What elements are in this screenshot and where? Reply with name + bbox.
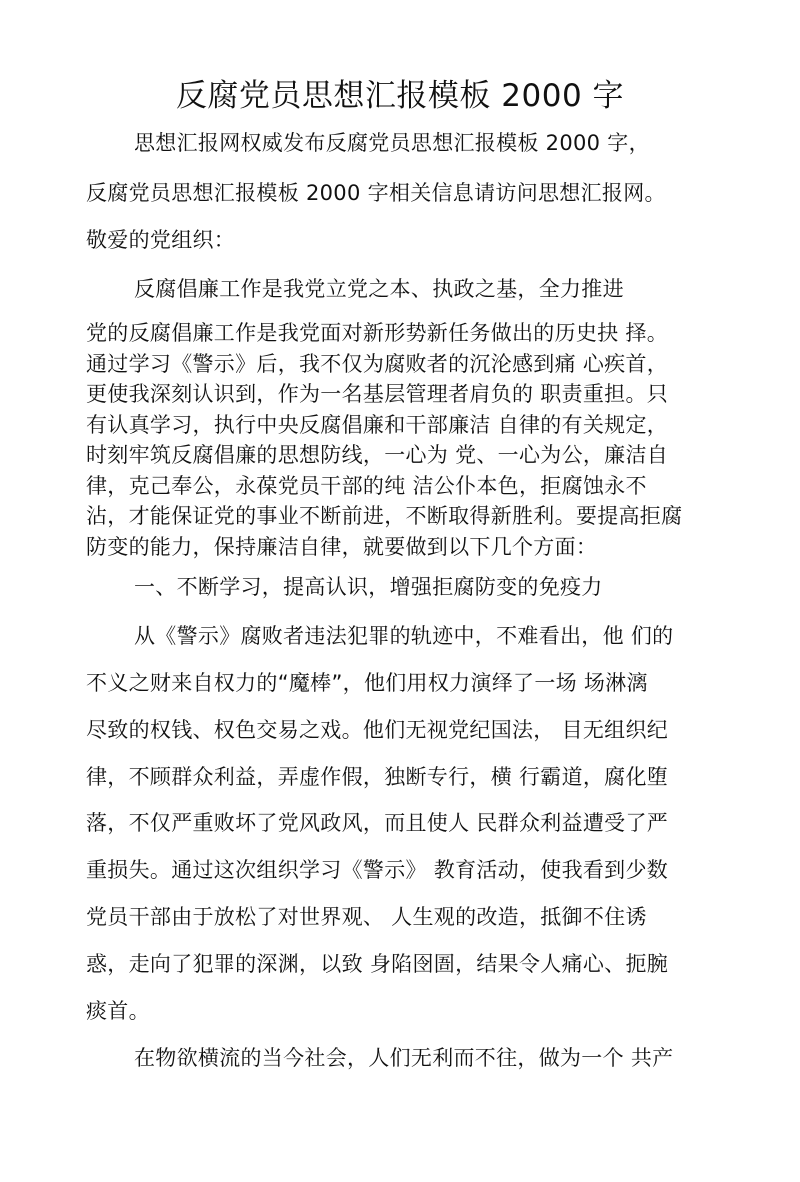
paragraph-2-line: 律，不顾群众利益，弄虚作假，独断专行，横 行霸道，腐化堕: [86, 765, 669, 789]
salutation: 敬爱的党组织：: [86, 228, 236, 252]
paragraph-1-line: 时刻牢筑反腐倡廉的思想防线，一心为 党、一心为公，廉洁自: [86, 443, 669, 467]
paragraph-2-line: 痰首。: [86, 999, 150, 1023]
paragraph-2-line: 不义之财来自权力的“魔棒”，他们用权力演绎了一场 场淋漓: [86, 671, 648, 695]
paragraph-1-line: 有认真学习，执行中央反腐倡廉和干部廉洁 自律的有关规定，: [86, 412, 669, 437]
document-title: 反腐党员思想汇报模板 2000 字: [175, 78, 625, 114]
paragraph-2-line: 落，不仅严重败坏了党风政风，而且使人 民群众利益遭受了严: [86, 811, 669, 835]
paragraph-1-line: 律，克己奉公，永葆党员干部的纯 洁公仆本色，拒腐蚀永不: [86, 473, 647, 498]
paragraph-1-line: 防变的能力，保持廉洁自律，就要做到以下几个方面：: [86, 534, 598, 559]
paragraph-1-first-line: 反腐倡廉工作是我党立党之本、执政之基，全力推进: [134, 277, 624, 301]
paragraph-2-line: 党员干部由于放松了对世界观、 人生观的改造，抵御不住诱: [86, 905, 647, 929]
paragraph-2-line: 从《警示》腐败者违法犯罪的轨迹中，不难看出，他 们的: [134, 624, 674, 648]
paragraph-1-line: 更使我深刻认识到，作为一名基层管理者肩负的 职责重担。只: [86, 382, 669, 406]
paragraph-2-line: 尽致的权钱、权色交易之戏。他们无视党纪国法， 目无组织纪: [86, 718, 669, 742]
paragraph-1-body: [86, 318, 682, 562]
paragraph-1-line: 通过学习《警示》后，我不仅为腐败者的沉沦感到痛 心疾首，: [86, 351, 669, 376]
intro-line-2: 反腐党员思想汇报模板 2000 字相关信息请访问思想汇报网。: [86, 181, 666, 205]
section-heading-1: 一、不断学习，提高认识，增强拒腐防变的免疫力: [134, 575, 603, 599]
paragraph-2-line: 惑，走向了犯罪的深渊，以致 身陷囹圄，结果令人痛心、扼腕: [86, 952, 669, 976]
paragraph-1-line: 沾，才能保证党的事业不断前进，不断取得新胜利。要提高拒腐: [86, 504, 683, 528]
intro-line-1: 思想汇报网权威发布反腐党员思想汇报模板 2000 字，: [134, 131, 650, 155]
paragraph-1-line: 党的反腐倡廉工作是我党面对新形势新任务做出的历史抉 择。: [86, 321, 669, 345]
paragraph-2-line: 重损失。通过这次组织学习《警示》 教育活动，使我看到少数: [86, 858, 669, 882]
paragraph-3-first-line: 在物欲横流的当今社会，人们无利而不往，做为一个 共产: [134, 1046, 674, 1070]
